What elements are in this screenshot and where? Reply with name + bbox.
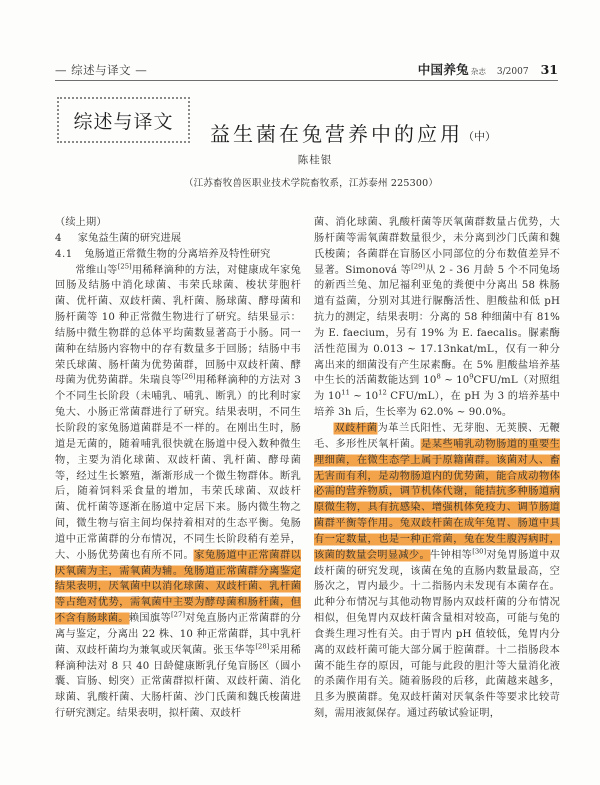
section-stamp (57, 97, 190, 143)
paragraph-left-1 (55, 263, 301, 722)
text-run: 对兔胃肠道中双歧杆菌的研究发现，该菌在兔的直肠内数量最高，空肠次之，胃内最少。十二指肠内未发现有本菌存在。此种分布情况与其他动物胃肠内双歧杆菌的分布情况相似，但兔胃内双歧杆菌含量相对较高，可能与兔的食粪生理习性有关。由于胃内 pH 值较低，兔胃内分离的双歧杆菌可能大部分属于腔菌群。十二指肠段本菌不能生存的原因，可能与此段的胆汁等大量消化液的杀菌作用有关。随着肠段的后移，此菌越来越多，且多为膜菌群。兔双歧杆菌对厌氧条件等要求比较苛刻，需用液氮保存。通过药敏试验证明， (314, 549, 560, 720)
header-rule (55, 80, 558, 81)
text-run: 用稀释滴种的方法对 3 个不同生长阶段（未哺乳、哺乳、断乳）的比利时家兔大、小肠正常菌群进行了研究。结果表明，不同生长阶段的家兔肠道菌群是不一样的。在刚出生时，肠道是无菌的，随着哺乳很快就在肠道中侵入数种微生物，主要为消化球菌、双歧杆菌、乳杆菌、酵母菌等，经过生长繁殖，渐渐形成一个微生物群体。断乳后，随着饲料采食量的增加，韦荣氏球菌、双歧杆菌、优杆菌等逐渐在肠道中定居下来。肠内微生物之间，微生物与宿主间均保持着相对的生态平衡。兔肠道中正常菌群的分布情况，不同生长阶段稍有差异，大、小肠优势菌也有所不同。 (55, 375, 301, 561)
highlighted-text: 家兔肠道中正常菌群以厌氧菌为主，需氧菌为辅。兔肠道正常菌群分离鉴定结果表明，厌氧菌中以消化球菌、双歧杆菌、乳杆菌等占绝对优势，需氧菌中主要为酵母菌和肠杆菌，但不含有肠球菌。 (55, 549, 302, 625)
text-run: 从 2 - 36 月龄 5 个不同兔场的新西兰兔、加尼福利亚兔的粪便中分离出 58 株肠道有益菌，分别对其进行脲酶活性、胆酸盐和低 pH 抗力的测定，结果表明：分离的 58 种细菌中有 81% 为 E. faecium，另有 19% 为 E. faecalis。脲素酶活性范围为 0.013 ~ 17.13nkat/mL，仅有一种分离出来的细菌没有产生尿素酶。在 5% 胆酸盐培养基中生长的活菌数能达到 10 (314, 264, 560, 387)
heading-text: 家兔益生菌的研究进展 (77, 232, 182, 244)
text-run: CFU/mL（对照组为 10 (314, 375, 560, 403)
article-affiliation: （江苏畜牧兽医职业技术学院畜牧系，江苏泰州 225300） (183, 178, 439, 189)
journal-name: 中国养兔 (417, 62, 469, 77)
issue-number: 3/2007 (496, 67, 529, 77)
citation-ref: [25] (117, 262, 132, 271)
running-head-journal-info (418, 60, 558, 78)
paragraph-right-2 (314, 421, 560, 722)
running-head-section: — 综述与译文 — (55, 63, 148, 77)
text-run: 对兔直肠内正常菌群的分离与鉴定，分离出 22 株、10 种正常菌群，其中乳杆菌、双歧杆菌均为兼氧或厌氧菌。张玉华等 (55, 613, 301, 656)
journal-name-suffix: 杂志 (470, 67, 486, 76)
right-column (314, 215, 560, 722)
text-run: ~ 10 (440, 375, 470, 387)
text-run: CFU/mL），在 pH 为 3 的培养基中培养 3h 后，生长率为 62.0% ~ 90.0%。 (314, 391, 560, 419)
exponent: 12 (378, 388, 387, 397)
citation-ref: [26] (181, 373, 196, 382)
citation-ref: [27] (171, 610, 185, 619)
running-head (55, 58, 558, 78)
subheading-text: 兔肠道正常微生物的分离培养及特性研究 (84, 248, 271, 260)
article-title-part: （中） (463, 130, 496, 143)
text-run: 为革兰氏阳性、无芽胞、无荚膜、无鞭毛、多形性厌氧杆菌。 (314, 422, 560, 450)
paragraph-right-1 (314, 215, 560, 421)
exponent: 8 (436, 373, 441, 382)
highlighted-text: 是某些哺乳动物肠道的重要生理细菌，在微生态学上属于原籍菌群。该菌对人、畜无害而有利，是动物肠道内的优势菌，能合成动物体必需的营养物质，调节机体代谢，能拮抗多种肠道病原微生物，具有抗感染、增强机体免疫力、调节肠道菌群平衡等作用。兔双歧杆菌在成年兔胃、肠道中具有一定数量，也是一种正常菌，兔在发生腹泻病时，该菌的数量会明显减少。 (314, 438, 561, 561)
left-column (55, 215, 301, 722)
citation-ref: [30] (472, 547, 487, 556)
text-run: 用稀释滴种的方法，对健康成年家兔回肠及结肠中消化球菌、韦荣氏球菌、梭状芽胞杆菌、优杆菌、双歧杆菌、乳杆菌、肠球菌、酵母菌和肠杆菌等 10 种正常微生物进行了研究。结果显示：结肠中微生物群的总体平均菌数显著高于小肠。同一菌种在结肠内容物中的存有数量多于回肠；结肠中韦荣氏球菌、肠杆菌为优势菌群，回肠中双歧杆菌、酵母菌为优势菌群。朱瑞良等 (55, 264, 301, 387)
body-columns (55, 215, 560, 722)
text-run: 赖国旗等 (128, 613, 172, 625)
continued-note: （续上期） (55, 217, 107, 228)
article-author: 陈桂银 (297, 154, 333, 166)
exponent: 9 (469, 373, 474, 382)
citation-ref: [29] (411, 262, 426, 271)
text-run: 菌、消化球菌、乳酸杆菌等厌氧菌群数量占优势，大肠杆菌等需氧菌群数量很少，未分离到沙门氏菌和魏氏梭菌；各菌群在盲肠区小同部位的分布数值差异不显著。Simonová 等 (314, 217, 560, 276)
subheading-number: 4.1 (55, 248, 73, 260)
text-run: ~ 10 (349, 391, 379, 403)
text-run: 牛钟相等 (430, 549, 473, 561)
text-run: 采用稀释滴种法对 8 只 40 日龄健康断乳仔兔盲肠区（圆小囊、盲肠、蚓突）正常菌群拟杆菌、双歧杆菌、消化球菌、乳酸杆菌、大肠杆菌、沙门氏菌和魏氏梭菌进行研究测定。结果表明，拟杆菌、双歧杆 (55, 644, 302, 720)
article-title-text: 益生菌在兔营养中的应用 (210, 122, 463, 146)
highlighted-term: 双歧杆菌 (334, 422, 378, 434)
heading-level-1 (55, 231, 301, 247)
heading-number: 4 (55, 232, 62, 244)
page-number: 31 (540, 62, 558, 77)
section-stamp-label: 综述与译文 (73, 110, 174, 133)
text-run: 常维山等 (75, 264, 118, 276)
heading-level-2 (55, 247, 301, 263)
citation-ref: [28] (255, 642, 270, 651)
exponent: 11 (341, 388, 350, 397)
article-title (210, 118, 496, 147)
